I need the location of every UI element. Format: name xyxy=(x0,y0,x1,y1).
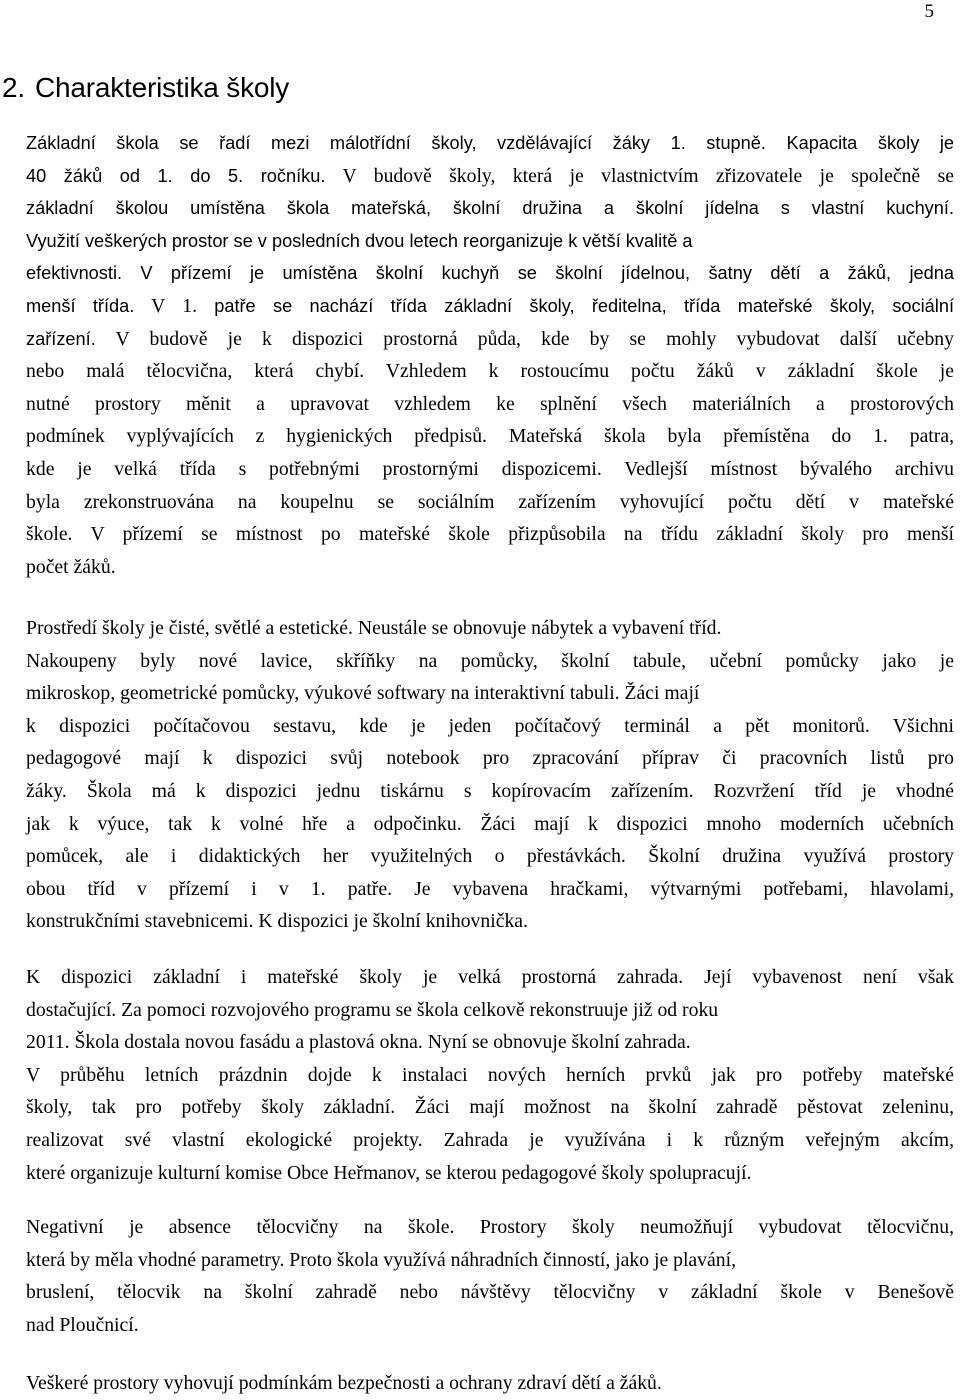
text-line xyxy=(26,160,954,193)
text-line: bruslení, tělocvik na školní zahradě nebo návštěvy tělocvičny v základní škole v Benešově xyxy=(26,1281,954,1304)
paragraph-gym-absence xyxy=(26,1211,954,1341)
text-line: kde je velká třída s potřebnými prostornými dispozicemi. Vedlejší místnost bývalého archivu xyxy=(26,457,954,480)
text-line: pedagogové mají k dispozici svůj notebook pro zpracování příprav či pracovních listů pro xyxy=(26,747,954,770)
text-run: menší třída. xyxy=(26,295,135,316)
text-line: školy, tak pro potřeby školy základní. Žáci mají možnost na školní zahradě pěstovat zeleninu, xyxy=(26,1096,954,1119)
page-number: 5 xyxy=(924,1,934,22)
text-line: dostačující. Za pomoci rozvojového programu se škola celkově rekonstruuje již od roku xyxy=(26,998,719,1021)
text-run: 40 žáků od 1. do 5. ročníku. xyxy=(26,165,326,186)
text-run: zařízení. xyxy=(26,328,96,349)
text-line: 2011. Škola dostala novou fasádu a plastová okna. Nyní se obnovuje školní zahrada. xyxy=(26,1031,691,1054)
text-run: efektivnosti. xyxy=(26,263,123,284)
text-run: V budově je k dispozici prostorná půda, kde by se mohly vybudovat další učebny xyxy=(115,327,954,350)
text-line: podmínek vyplývajících z hygienických předpisů. Mateřská škola byla přemístěna do 1. patra, xyxy=(26,425,954,448)
text-line: konstrukčními stavebnicemi. K dispozici je školní knihovnička. xyxy=(26,910,528,933)
text-line: mikroskop, geometrické pomůcky, výukové softwary na interaktivní tabuli. Žáci mají xyxy=(26,682,700,705)
text-line: K dispozici základní i mateřské školy je velká prostorná zahrada. Její vybavenost není však xyxy=(26,966,954,988)
text-line: k dispozici počítačovou sestavu, kde je jeden počítačový terminál a pět monitorů. Všichni xyxy=(26,714,954,737)
paragraph-school-characteristics xyxy=(26,127,954,583)
text-line xyxy=(26,257,954,290)
text-line: žáky. Škola má k dispozici jednu tiskárnu s kopírovacím zařízením. Rozvržení tříd je vhodné xyxy=(26,779,954,802)
text-line: Prostředí školy je čisté, světlé a estetické. Neustále se obnovuje nábytek a vybavení tříd. xyxy=(26,617,722,639)
text-run: V budově školy, která je vlastnictvím zřizovatele je společně se xyxy=(342,164,954,187)
text-line: realizovat své vlastní ekologické projekty. Zahrada je využívána i k různým veřejným akcím, xyxy=(26,1128,954,1151)
text-run: Využití veškerých prostor se v posledních dvou letech reorganizuje k větší kvalitě a xyxy=(26,230,693,251)
text-line: nutné prostory měnit a upravovat vzhledem ke splnění všech materiálních a prostorových xyxy=(26,392,954,415)
text-line: obou tříd v přízemí i v 1. patře. Je vybavena hračkami, výtvarnými potřebami, hlavolami, xyxy=(26,877,954,900)
text-line xyxy=(26,127,954,160)
text-line: nad Ploučnicí. xyxy=(26,1313,139,1336)
text-run: V 1. xyxy=(151,294,198,317)
text-run: V přízemí je umístěna školní kuchyň se školní jídelnou, šatny dětí a žáků, jedna xyxy=(140,263,955,284)
paragraph-safety xyxy=(26,1367,954,1400)
text-line: Negativní je absence tělocvičny na škole. Prostory školy neumožňují vybudovat tělocvičnu, xyxy=(26,1216,954,1238)
text-line: V průběhu letních prázdnin dojde k instalaci nových herních prvků jak pro potřeby mateřské xyxy=(26,1063,954,1086)
text-line: nebo malá tělocvična, která chybí. Vzhledem k rostoucímu počtu žáků v základní škole je xyxy=(26,360,954,383)
text-line: byla zrekonstruována na koupelnu se sociálním zařízením vyhovující počtu dětí v mateřské xyxy=(26,490,954,513)
text-run: základní školou umístěna škola mateřská, školní družina a školní jídelna s vlastní kuchyní. xyxy=(26,198,954,219)
text-line: jak k výuce, tak k volné hře a odpočinku. Žáci mají k dispozici mnoho moderních učebních xyxy=(26,812,954,835)
text-line: počet žáků. xyxy=(26,555,116,578)
text-run: patře se nachází třída základní školy, ředitelna, třída mateřské školy, sociální xyxy=(214,295,954,316)
text-line: pomůcek, ale i didaktických her využitelných o přestávkách. Školní družina využívá prostory xyxy=(26,845,954,868)
section-title: Charakteristika školy xyxy=(34,72,290,103)
text-line xyxy=(26,290,954,323)
text-line: škole. V přízemí se místnost po mateřské škole přizpůsobila na třídu základní školy pro menší xyxy=(26,523,954,546)
text-line xyxy=(26,192,954,225)
text-line: která by měla vhodné parametry. Proto škola využívá náhradních činností, jako je plavání, xyxy=(26,1248,736,1271)
section-heading xyxy=(2,70,289,106)
text-run: Základní škola se řadí mezi málotřídní školy, vzdělávající žáky 1. stupně. Kapacita školy je xyxy=(26,133,954,153)
section-number: 2. xyxy=(2,72,25,103)
paragraph-school-environment xyxy=(26,612,954,938)
text-line: které organizuje kulturní komise Obce Heřmanov, se kterou pedagogové školy spolupracují. xyxy=(26,1161,752,1184)
text-line xyxy=(26,323,954,356)
text-line: Nakoupeny byly nové lavice, skříňky na pomůcky, školní tabule, učební pomůcky jako je xyxy=(26,649,954,672)
text-line: Veškeré prostory vyhovují podmínkám bezpečnosti a ochrany zdraví dětí a žáků. xyxy=(26,1372,662,1394)
paragraph-school-garden xyxy=(26,961,954,1189)
text-line xyxy=(26,225,954,258)
